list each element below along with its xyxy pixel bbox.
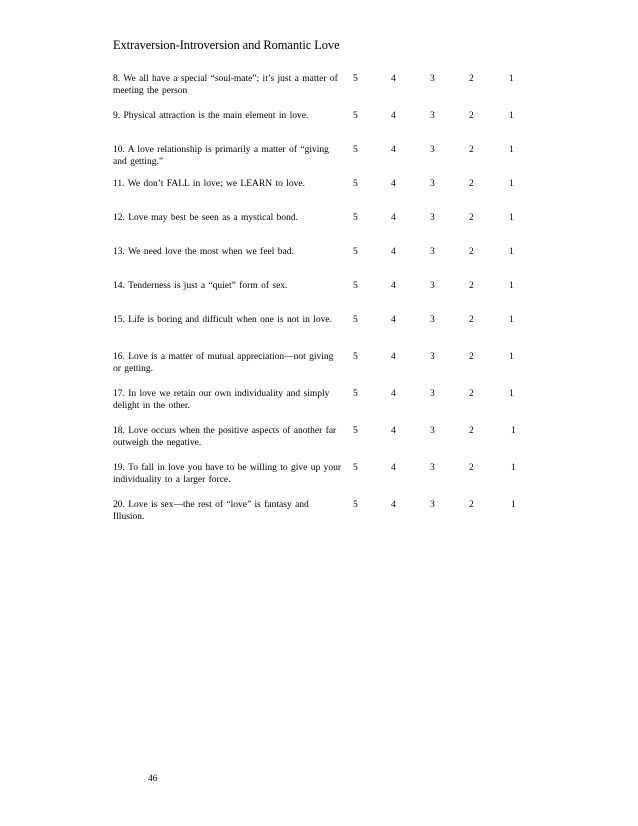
questionnaire-items — [113, 73, 533, 536]
rating-scale — [113, 73, 533, 85]
questionnaire-item — [113, 499, 533, 536]
rating-2: 2 — [469, 281, 474, 291]
rating-1: 1 — [509, 74, 514, 84]
rating-3: 3 — [430, 352, 435, 362]
rating-1: 1 — [509, 111, 514, 121]
rating-3: 3 — [430, 315, 435, 325]
rating-scale — [113, 212, 533, 224]
rating-2: 2 — [469, 500, 474, 510]
rating-1: 1 — [511, 426, 516, 436]
rating-5: 5 — [353, 247, 358, 257]
rating-5: 5 — [353, 389, 358, 399]
rating-4: 4 — [391, 315, 396, 325]
rating-scale — [113, 246, 533, 258]
rating-1: 1 — [509, 352, 514, 362]
rating-1: 1 — [509, 281, 514, 291]
questionnaire-item — [113, 314, 533, 351]
item-text: 9. Physical attraction is the main element in love. — [113, 111, 309, 121]
rating-3: 3 — [430, 463, 435, 473]
questionnaire-item — [113, 110, 533, 144]
rating-1: 1 — [509, 315, 514, 325]
questionnaire-item — [113, 212, 533, 246]
rating-2: 2 — [469, 315, 474, 325]
rating-1: 1 — [509, 179, 514, 189]
rating-1: 1 — [509, 145, 514, 155]
rating-5: 5 — [353, 145, 358, 155]
rating-3: 3 — [430, 281, 435, 291]
rating-5: 5 — [353, 179, 358, 189]
questionnaire-item — [113, 388, 533, 425]
rating-2: 2 — [469, 179, 474, 189]
rating-1: 1 — [511, 500, 516, 510]
questionnaire-item — [113, 425, 533, 462]
item-text: 14. Tenderness is just a “quiet” form of sex. — [113, 281, 288, 291]
rating-3: 3 — [430, 247, 435, 257]
rating-4: 4 — [391, 179, 396, 189]
rating-2: 2 — [469, 111, 474, 121]
rating-4: 4 — [391, 426, 396, 436]
rating-3: 3 — [430, 111, 435, 121]
rating-4: 4 — [391, 111, 396, 121]
rating-1: 1 — [509, 389, 514, 399]
rating-5: 5 — [353, 426, 358, 436]
rating-1: 1 — [511, 463, 516, 473]
rating-5: 5 — [353, 281, 358, 291]
rating-4: 4 — [391, 281, 396, 291]
rating-4: 4 — [391, 389, 396, 399]
rating-scale — [113, 499, 533, 511]
rating-4: 4 — [391, 463, 396, 473]
rating-2: 2 — [469, 389, 474, 399]
rating-4: 4 — [391, 145, 396, 155]
rating-scale — [113, 351, 533, 363]
rating-2: 2 — [469, 463, 474, 473]
rating-4: 4 — [391, 500, 396, 510]
item-text: 10. A love relationship is primarily a matter of “giving and getting.” — [113, 145, 329, 167]
questionnaire-item — [113, 73, 533, 110]
rating-2: 2 — [469, 352, 474, 362]
item-text: 19. To fall in love you have to be willing to give up your individuality to a larger force. — [113, 463, 341, 485]
item-text: 8. We all have a special “soul-mate”; it’s just a matter of meeting the person — [113, 74, 338, 96]
rating-scale — [113, 462, 533, 474]
questionnaire-item — [113, 351, 533, 388]
rating-3: 3 — [430, 426, 435, 436]
item-text: 11. We don’t FALL in love; we LEARN to love. — [113, 179, 305, 189]
rating-3: 3 — [430, 500, 435, 510]
questionnaire-item — [113, 280, 533, 314]
item-text: 20. Love is sex—the rest of “love” is fantasy and Illusion. — [113, 500, 309, 522]
rating-5: 5 — [353, 352, 358, 362]
rating-5: 5 — [353, 463, 358, 473]
rating-scale — [113, 425, 533, 437]
rating-4: 4 — [391, 352, 396, 362]
rating-scale — [113, 178, 533, 190]
item-text: 18. Love occurs when the positive aspects of another far outweigh the negative. — [113, 426, 337, 448]
page-number: 46 — [148, 774, 158, 784]
rating-3: 3 — [430, 213, 435, 223]
rating-4: 4 — [391, 213, 396, 223]
rating-3: 3 — [430, 145, 435, 155]
rating-scale — [113, 280, 533, 292]
questionnaire-item — [113, 246, 533, 280]
rating-3: 3 — [430, 389, 435, 399]
item-text: 16. Love is a matter of mutual appreciation—not giving or getting. — [113, 352, 334, 374]
rating-5: 5 — [353, 213, 358, 223]
questionnaire-item — [113, 178, 533, 212]
item-text: 15. Life is boring and difficult when one is not in love. — [113, 315, 332, 325]
item-text: 17. In love we retain our own individuality and simply delight in the other. — [113, 389, 330, 411]
rating-2: 2 — [469, 74, 474, 84]
rating-2: 2 — [469, 247, 474, 257]
rating-3: 3 — [430, 179, 435, 189]
rating-2: 2 — [469, 426, 474, 436]
page-header: Extraversion-Introversion and Romantic Love — [113, 38, 340, 52]
questionnaire-item — [113, 462, 533, 499]
rating-5: 5 — [353, 315, 358, 325]
rating-scale — [113, 110, 533, 122]
rating-2: 2 — [469, 145, 474, 155]
rating-3: 3 — [430, 74, 435, 84]
rating-scale — [113, 144, 533, 156]
rating-1: 1 — [509, 213, 514, 223]
rating-1: 1 — [509, 247, 514, 257]
questionnaire-item — [113, 144, 533, 178]
rating-2: 2 — [469, 213, 474, 223]
rating-scale — [113, 314, 533, 326]
item-text: 12. Love may best be seen as a mystical bond. — [113, 213, 298, 223]
rating-5: 5 — [353, 500, 358, 510]
rating-5: 5 — [353, 74, 358, 84]
rating-scale — [113, 388, 533, 400]
rating-4: 4 — [391, 247, 396, 257]
rating-4: 4 — [391, 74, 396, 84]
item-text: 13. We need love the most when we feel bad. — [113, 247, 294, 257]
rating-5: 5 — [353, 111, 358, 121]
